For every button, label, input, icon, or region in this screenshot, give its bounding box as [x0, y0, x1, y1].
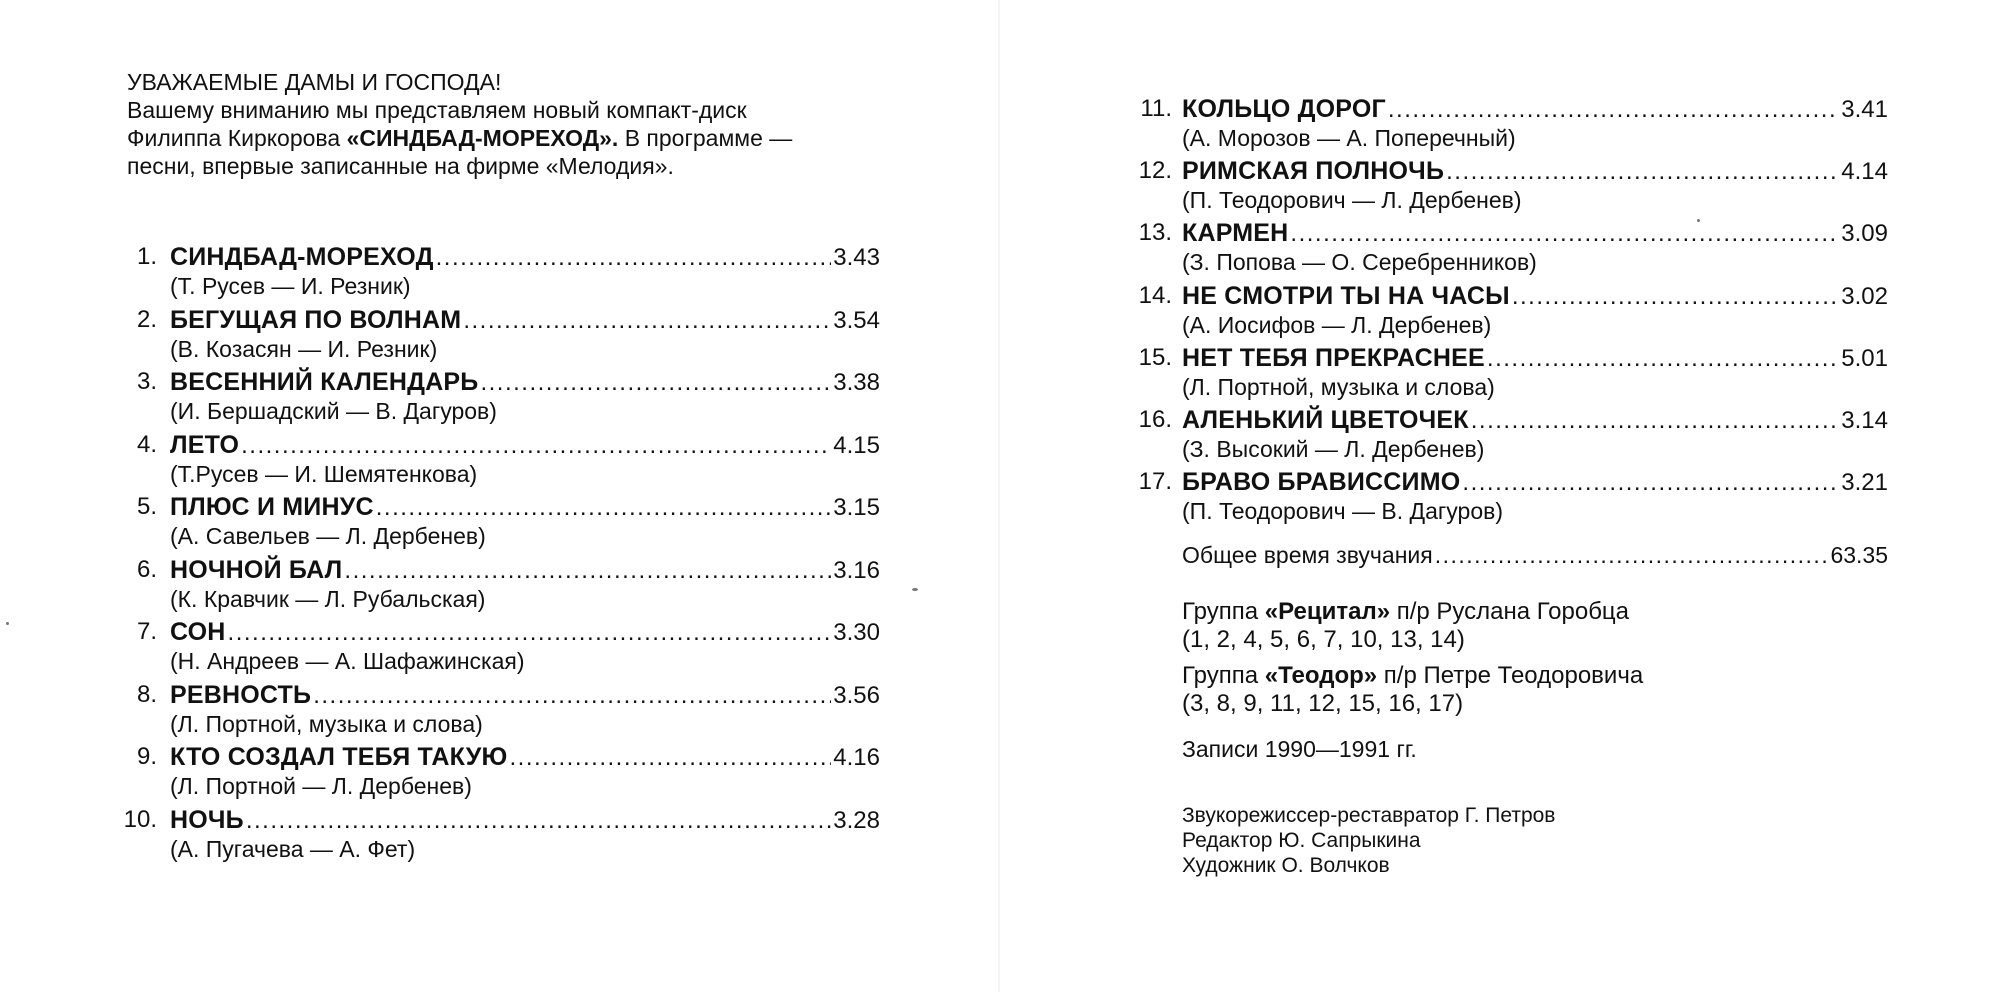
leader-dots — [436, 243, 832, 273]
track-item — [1000, 94, 2000, 156]
track-line — [1182, 343, 1888, 373]
track-item — [1000, 156, 2000, 218]
track-item — [0, 617, 1000, 680]
track-title: БРАВО БРАВИССИМО — [1182, 468, 1461, 497]
track-number: 14. — [1138, 281, 1172, 309]
track-number: 12. — [1138, 157, 1172, 185]
track-line — [170, 680, 880, 710]
track-duration: 3.56 — [833, 681, 880, 709]
leader-dots — [1290, 219, 1839, 249]
track-title: КОЛЬЦО ДОРОГ — [1182, 95, 1386, 123]
leader-dots — [1471, 406, 1840, 436]
total-time: 63.35 — [1830, 542, 1888, 568]
group-tracks: (1, 2, 4, 5, 6, 7, 10, 13, 14) — [1182, 626, 1465, 653]
group-block — [1182, 598, 1643, 654]
track-credit: (Л. Портной, музыка и слова) — [170, 710, 483, 737]
track-title: НОЧЬ — [170, 805, 244, 834]
leader-dots — [463, 306, 831, 336]
track-title: АЛЕНЬКИЙ ЦВЕТОЧЕК — [1182, 405, 1469, 434]
right-page — [1000, 0, 2000, 992]
track-number: 3. — [136, 368, 157, 395]
track-credit: (П. Теодорович — В. Дагуров) — [1182, 498, 1504, 525]
track-item — [1000, 343, 2000, 405]
track-line — [170, 242, 880, 272]
track-credit: (Л. Портной, музыка и слова) — [1182, 373, 1495, 400]
track-line — [1182, 281, 1888, 311]
track-title: ЛЕТО — [170, 430, 240, 459]
track-item — [1000, 405, 2000, 467]
leader-dots — [241, 431, 831, 461]
group-line — [1182, 662, 1643, 690]
track-credit: (В. Козасян — И. Резник) — [170, 335, 438, 362]
track-number: 15. — [1138, 343, 1172, 371]
track-duration: 3.54 — [833, 306, 880, 334]
intro-line-2-start: Филиппа Киркорова — [127, 125, 347, 151]
track-line — [1182, 218, 1888, 248]
track-number: 5. — [136, 493, 157, 520]
group-name: «Рецитал» — [1264, 598, 1391, 625]
group-line — [1182, 598, 1643, 626]
total-label: Общее время звучания — [1182, 542, 1433, 568]
group-leader: п/р Руслана Горобца — [1390, 598, 1630, 625]
leader-dots — [1446, 157, 1839, 187]
track-line — [1182, 405, 1888, 435]
track-credit: (Л. Портной — Л. Дербенев) — [170, 773, 472, 799]
track-number: 4. — [136, 430, 157, 458]
track-number: 1. — [136, 243, 157, 270]
staff-sound-engineer: Звукорежиссер-реставратор Г. Петров — [1182, 804, 1556, 827]
staff-editor: Редактор Ю. Сапрыкина — [1182, 829, 1421, 852]
intro-line-2-end: В программе — — [618, 125, 793, 151]
performer-groups — [1182, 598, 1643, 726]
track-item — [0, 555, 1000, 618]
track-duration: 3.15 — [833, 494, 880, 521]
track-line — [170, 617, 880, 647]
track-credit: (З. Высокий — Л. Дербенев) — [1182, 435, 1485, 462]
track-number: 10. — [123, 805, 157, 833]
track-line — [1182, 156, 1888, 186]
track-duration: 3.28 — [833, 806, 880, 834]
group-block — [1182, 662, 1643, 718]
track-credit: (Т.Русев — И. Шемятенкова) — [170, 460, 478, 487]
track-number: 13. — [1138, 219, 1172, 247]
track-number: 6. — [136, 555, 157, 583]
track-title: ПЛЮС И МИНУС — [170, 493, 374, 521]
track-title: НЕТ ТЕБЯ ПРЕКРАСНЕЕ — [1182, 343, 1485, 372]
album-title: «СИНДБАД-МОРЕХОД». — [346, 125, 619, 151]
track-duration: 3.43 — [833, 244, 880, 271]
track-number: 16. — [1138, 405, 1172, 433]
track-title: СОН — [170, 618, 226, 646]
track-title: РЕВНОСТЬ — [170, 680, 312, 709]
track-item — [0, 742, 1000, 805]
track-credit: (А. Пугачева — А. Фет) — [170, 835, 416, 862]
track-duration: 4.16 — [833, 744, 880, 771]
track-duration: 3.21 — [1841, 469, 1888, 497]
intro-greeting: УВАЖАЕМЫЕ ДАМЫ И ГОСПОДА! — [127, 69, 502, 95]
track-item — [1000, 467, 2000, 529]
intro-line-1: Вашему вниманию мы представляем новый компакт-диск — [127, 97, 747, 123]
recording-years: Записи 1990—1991 гг. — [1182, 736, 1417, 762]
track-line — [1182, 94, 1888, 124]
track-number: 17. — [1138, 468, 1172, 496]
track-line — [170, 305, 880, 335]
track-item — [0, 805, 1000, 868]
credits-staff — [1182, 803, 1555, 878]
track-list-right — [1000, 94, 2000, 529]
total-duration — [1182, 540, 1888, 570]
leader-dots — [1462, 468, 1839, 498]
track-title: СИНДБАД-МОРЕХОД — [170, 243, 434, 271]
track-credit: (Т. Русев — И. Резник) — [170, 273, 411, 299]
track-item — [1000, 218, 2000, 280]
leader-dots — [1487, 344, 1839, 374]
intro-line-3: песни, впервые записанные на фирме «Мелодия». — [127, 153, 674, 179]
staff-artist: Художник О. Волчков — [1182, 854, 1390, 877]
track-duration: 4.15 — [833, 431, 880, 459]
group-name: «Теодор» — [1264, 662, 1378, 689]
track-list-left — [0, 242, 1000, 867]
track-item — [1000, 281, 2000, 343]
track-line — [170, 492, 880, 522]
track-duration: 3.41 — [1841, 96, 1888, 123]
track-line — [170, 367, 880, 397]
print-speck — [1697, 219, 1700, 222]
track-duration: 3.09 — [1841, 220, 1888, 248]
track-number: 2. — [136, 305, 157, 333]
track-duration: 4.14 — [1841, 158, 1888, 186]
group-prefix: Группа — [1182, 662, 1265, 689]
track-duration: 3.02 — [1841, 282, 1888, 310]
track-title: РИМСКАЯ ПОЛНОЧЬ — [1182, 157, 1445, 186]
track-line — [170, 555, 880, 585]
intro-line-2 — [127, 124, 907, 152]
track-number: 8. — [136, 680, 157, 708]
print-speck — [912, 588, 918, 591]
track-duration: 3.30 — [833, 619, 880, 646]
intro-text — [127, 68, 907, 180]
print-speck — [6, 622, 9, 625]
leader-dots — [480, 368, 831, 398]
track-credit: (К. Кравчик — Л. Рубальская) — [170, 585, 486, 612]
track-number: 7. — [136, 618, 157, 645]
track-title: КАРМЕН — [1182, 219, 1289, 248]
track-item — [0, 680, 1000, 743]
track-credit: (А. Иосифов — Л. Дербенев) — [1182, 311, 1492, 338]
track-item — [0, 492, 1000, 555]
group-prefix: Группа — [1182, 598, 1265, 625]
track-credit: (З. Попова — О. Серебренников) — [1182, 249, 1537, 276]
leader-dots — [510, 743, 832, 773]
track-line — [170, 742, 880, 772]
track-credit: (П. Теодорович — Л. Дербенев) — [1182, 187, 1522, 214]
track-title: ВЕСЕННИЙ КАЛЕНДАРЬ — [170, 368, 479, 396]
leader-dots — [246, 806, 831, 836]
leader-dots — [376, 493, 832, 523]
leader-dots — [1512, 282, 1839, 312]
track-duration: 3.38 — [833, 369, 880, 396]
leader-dots — [313, 681, 831, 711]
track-title: НОЧНОЙ БАЛ — [170, 555, 343, 584]
leader-dots — [1388, 95, 1839, 125]
track-line — [1182, 467, 1888, 497]
group-leader: п/р Петре Теодоровича — [1377, 662, 1644, 689]
track-title: НЕ СМОТРИ ТЫ НА ЧАСЫ — [1182, 281, 1510, 310]
group-tracks: (3, 8, 9, 11, 12, 15, 16, 17) — [1182, 690, 1464, 717]
track-line — [170, 430, 880, 460]
track-title: КТО СОЗДАЛ ТЕБЯ ТАКУЮ — [170, 743, 508, 771]
leader-dots — [228, 618, 832, 648]
track-item — [0, 367, 1000, 430]
track-number: 11. — [1140, 95, 1172, 122]
leader-dots — [344, 556, 831, 586]
track-credit: (И. Бершадский — В. Дагуров) — [170, 398, 497, 424]
track-title: БЕГУЩАЯ ПО ВОЛНАМ — [170, 305, 462, 334]
track-credit: (Н. Андреев — А. Шафажинская) — [170, 648, 525, 674]
track-duration: 5.01 — [1841, 344, 1888, 372]
leader-dots — [1435, 540, 1829, 570]
track-number: 9. — [136, 743, 157, 770]
track-duration: 3.14 — [1841, 406, 1888, 434]
track-item — [0, 430, 1000, 493]
track-credit: (А. Савельев — Л. Дербенев) — [170, 523, 486, 549]
track-duration: 3.16 — [833, 556, 880, 584]
track-item — [0, 242, 1000, 305]
track-credit: (А. Морозов — А. Поперечный) — [1182, 125, 1516, 151]
track-item — [0, 305, 1000, 368]
track-line — [170, 805, 880, 835]
